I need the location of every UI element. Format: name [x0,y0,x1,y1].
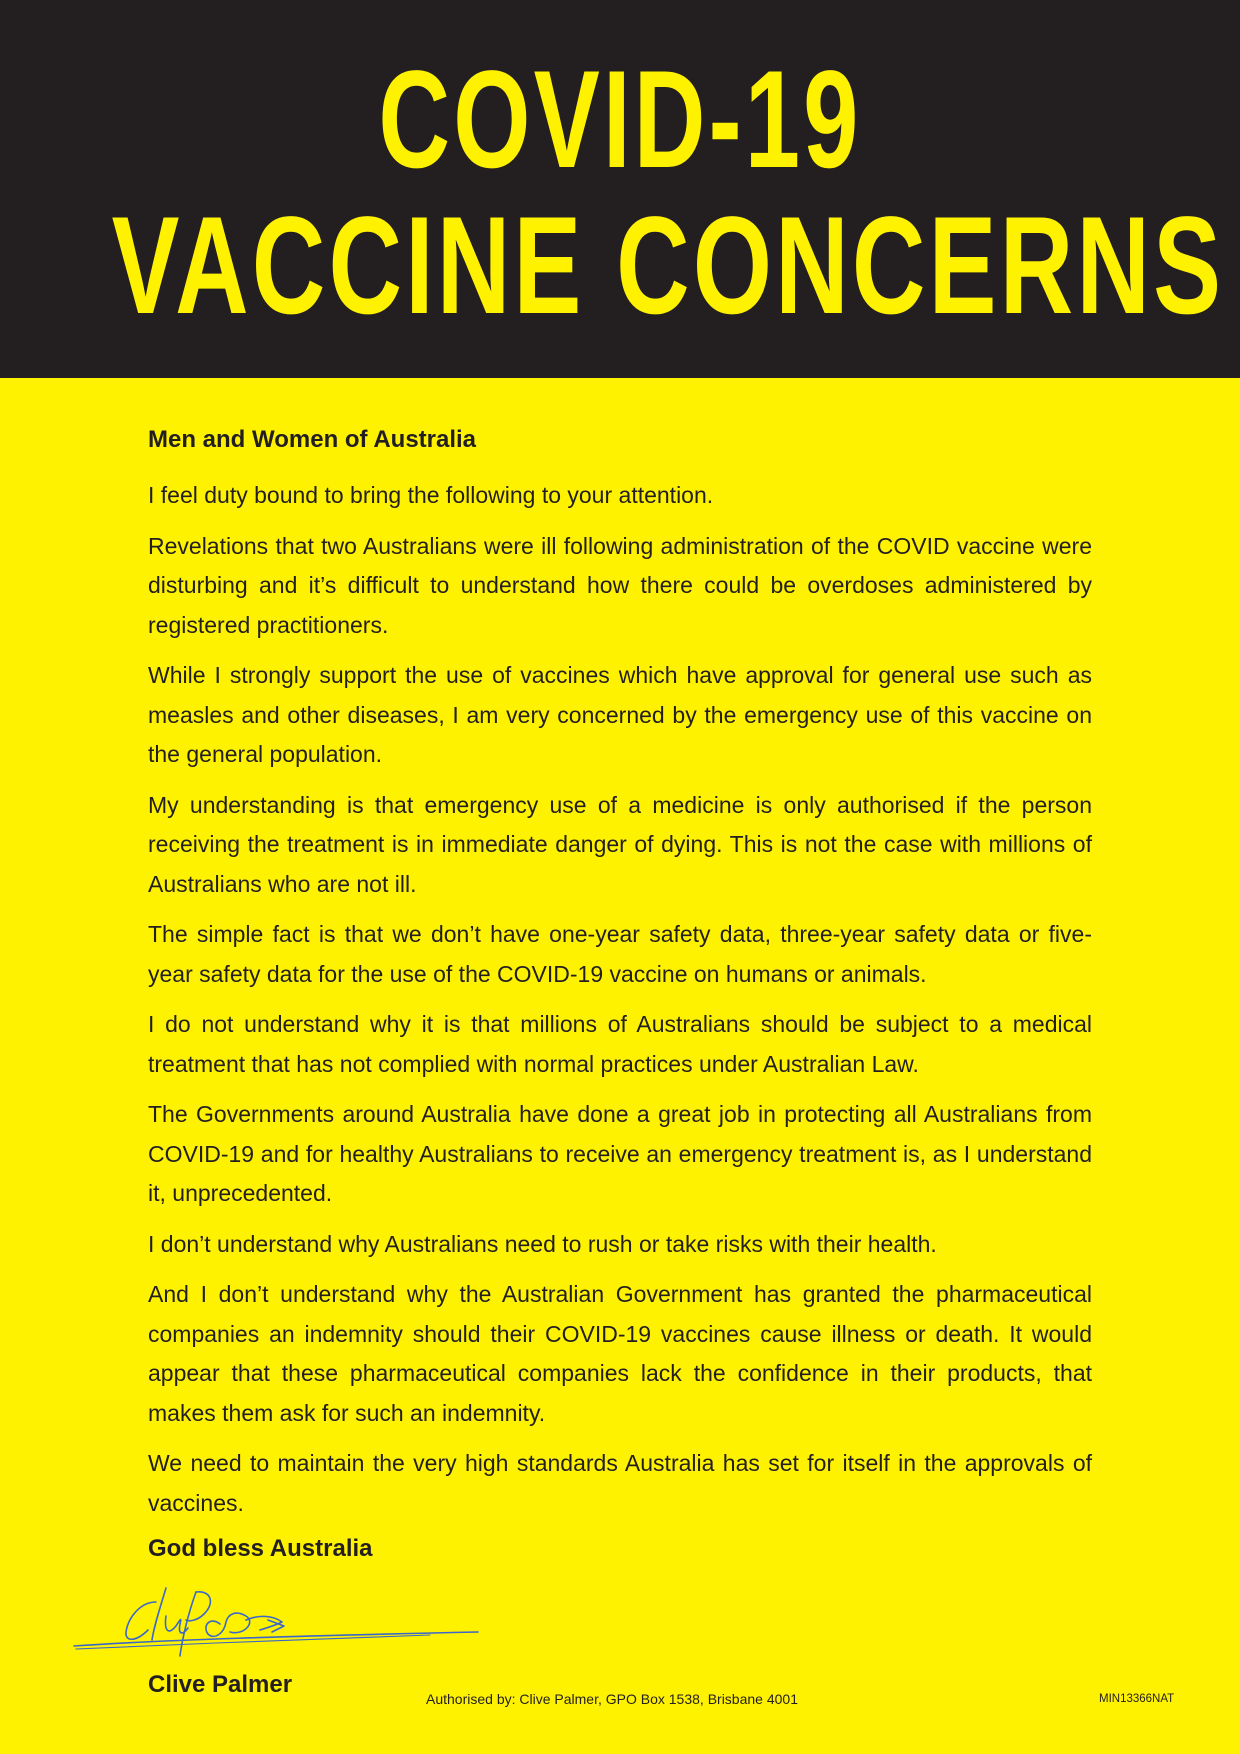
signer-name: Clive Palmer [148,1671,293,1698]
letter-body [148,425,1092,1564]
closing-line: God bless Australia [148,1535,373,1562]
salutation: Men and Women of Australia [148,426,477,453]
headline-line-2: VACCINE CONCERNS [111,188,1225,344]
paragraph-7: The Governments around Australia have done a great job in protecting all Australians from COVID-19 and for healthy Australians to receive an emergency treatment is, as I understand it, unprecedented. [148,1101,1092,1206]
paragraph-9: And I don’t understand why the Australian Government has granted the pharmaceutical companies an indemnity should their COVID-19 vaccines cause illness or death. It would appear that these pharmaceutical companies lack the confidence in their products, that makes them ask for such an indemnity. [148,1281,1092,1426]
paragraph-1: I feel duty bound to bring the following to your attention. [148,482,714,508]
paragraph-2: Revelations that two Australians were ill following administration of the COVID vaccine were disturbing and it’s difficult to understand how there could be overdoses administered by registered practitioners. [148,532,1092,638]
header-band [0,0,1240,378]
paragraph-5: The simple fact is that we don’t have one-year safety data, three-year safety data or five-year safety data for the use of the COVID-19 vaccine on humans or animals. [148,921,1092,987]
headline-line-1: COVID-19 [378,42,862,198]
paragraph-6: I do not understand why it is that millions of Australians should be subject to a medical treatment that has not complied with normal practices under Australian Law. [148,1011,1092,1077]
paragraph-8: I don’t understand why Australians need to rush or take risks with their health. [148,1230,937,1257]
paragraph-3: While I strongly support the use of vaccines which have approval for general use such as measles and other diseases, I am very concerned by the emergency use of this vaccine on the general population. [148,662,1092,767]
paragraph-10: We need to maintain the very high standards Australia has set for itself in the approvals of vaccines. [148,1450,1092,1516]
handwritten-signature [70,1580,490,1660]
paragraph-4: My understanding is that emergency use of a medicine is only authorised if the person receiving the treatment is in immediate danger of dying. This is not the case with millions of Australians who are not ill. [148,791,1092,897]
authorisation-line: Authorised by: Clive Palmer, GPO Box 1538, Brisbane 4001 [426,1691,798,1707]
document-code: MIN13366NAT [1099,1693,1175,1705]
